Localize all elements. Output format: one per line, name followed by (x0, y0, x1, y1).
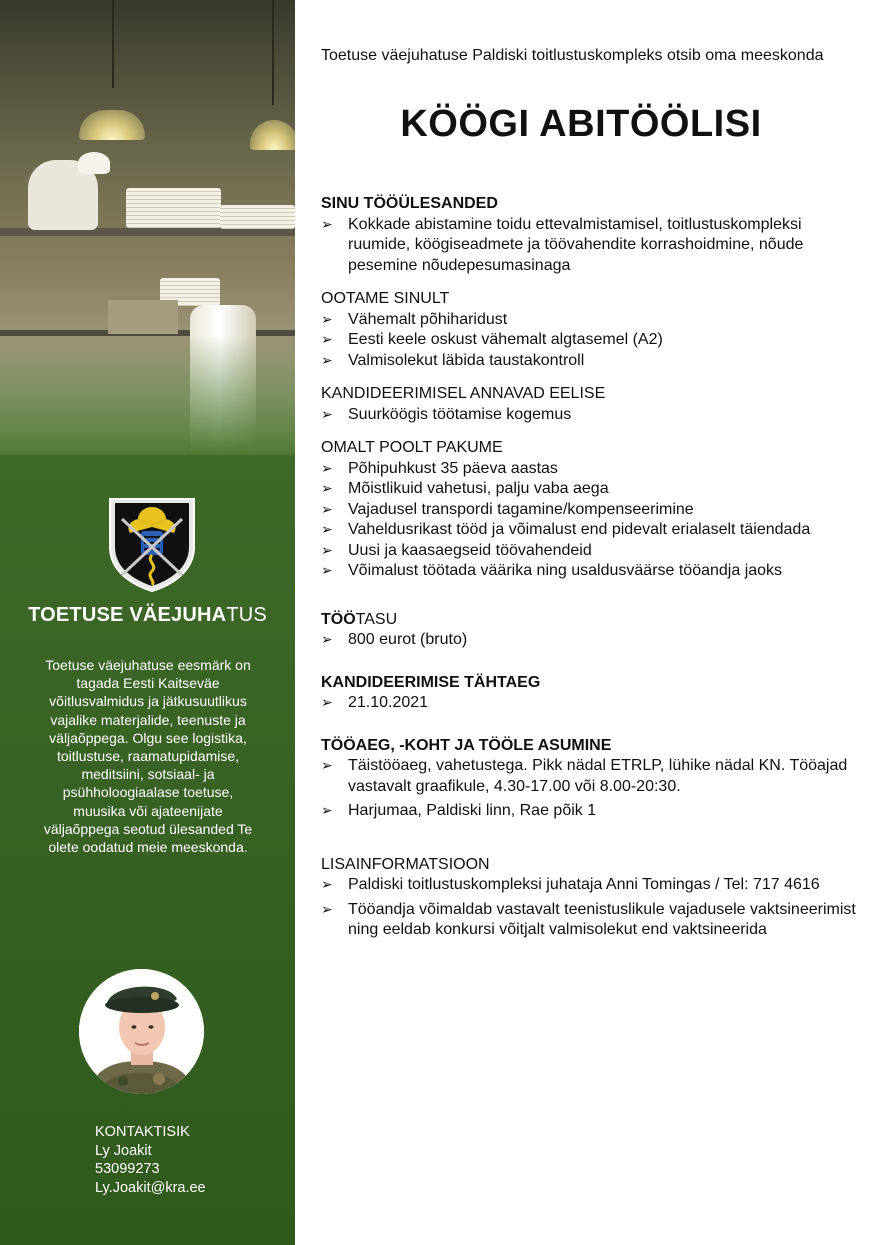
headline: Toetuse väejuhatuse Paldiski toitlustuskompleks otsib oma meeskonda (321, 47, 824, 64)
org-name: TOETUSE VÄEJUHATUS (28, 604, 267, 626)
list-item: ➢ Võimalust töötada väärika ning usaldusväärse tööandja jaoks (321, 561, 861, 582)
section-heading-salary: TÖÖTASU (321, 610, 398, 628)
deadline-list (321, 693, 861, 714)
contact-email[interactable]: Ly.Joakit@kra.ee (95, 1179, 206, 1196)
advantage-list (321, 405, 861, 426)
section-heading-advantage: KANDIDEERIMISEL ANNAVAD EELISE (321, 385, 606, 402)
list-item: ➢ Tööandja võimaldab vastavalt teenistuslikule vajadusele vaktsineerimist ning eeldab konkursi võitjalt valmisolekut end vaktsineerida (321, 900, 861, 941)
list-item: ➢ Mõistlikuid vahetusi, palju vaba aega (321, 479, 861, 500)
contact-block (95, 1123, 206, 1197)
section-heading-expect: OOTAME SINULT (321, 290, 450, 307)
list-item: ➢ Täistööaeg, vahetustega. Pikk nädal ETRLP, lühike nädal KN. Tööajad vastavalt graafikule, 4.30-17.00 või 8.00-20:30. (321, 756, 861, 797)
section-heading-info: LISAINFORMATSIOON (321, 855, 490, 873)
contact-heading: KONTAKTISIK (95, 1124, 190, 1140)
list-item: ➢ 800 eurot (bruto) (321, 630, 861, 651)
toetuse-vaejuhatus-emblem-icon (108, 497, 196, 593)
list-item: ➢ Paldiski toitlustuskompleksi juhataja Anni Tomingas / Tel: 717 4616 (321, 875, 861, 896)
kitchen-photo (0, 0, 295, 455)
org-description: Toetuse väejuhatuse eesmärk on tagada Eesti Kaitseväe võitlusvalmidus ja jätkusuutlikus vajalike materjalide, teenuste ja väljaõppega. Olgu see logistika, toitlustuse, raamatupidamise, meditsiini, sotsiaal- ja psühholoogiaalase toetuse, muusika või ajateenijate väljaõppega seotud ülesanded Te olete oodatud meie meeskonda. (43, 657, 253, 856)
list-item: ➢ 21.10.2021 (321, 693, 861, 714)
section-heading-duties: SINU TÖÖÜLESANDED (321, 195, 498, 212)
list-item: ➢ Vajadusel transpordi tagamine/kompenseerimine (321, 500, 861, 521)
salary-list (321, 630, 861, 651)
section-heading-deadline: KANDIDEERIMISE TÄHTAEG (321, 673, 541, 691)
job-title: KÖÖGI ABITÖÖLISI (400, 103, 762, 145)
list-item: ➢ Uusi ja kaasaegseid töövahendeid (321, 541, 861, 562)
contact-avatar (79, 969, 204, 1094)
contact-name: Ly Joakit (95, 1142, 152, 1159)
time-place-list (321, 756, 861, 822)
list-item: ➢ Suurköögis töötamise kogemus (321, 405, 861, 426)
list-item: ➢ Vaheldusrikast tööd ja võimalust end pidevalt erialaselt täiendada (321, 520, 861, 541)
duties-list (321, 215, 861, 277)
list-item: ➢ Põhipuhkust 35 päeva aastas (321, 459, 861, 480)
section-heading-time-place: TÖÖAEG, -KOHT JA TÖÖLE ASUMINE (321, 736, 612, 754)
list-item: ➢ Vähemalt põhiharidust (321, 310, 861, 331)
list-item: ➢ Kokkade abistamine toidu ettevalmistamisel, toitlustuskompleksi ruumide, köögiseadmete ja töövahendite korrashoidmine, nõude pesemine nõudepesumasinaga (321, 215, 861, 277)
section-heading-offer: OMALT POOLT PAKUME (321, 439, 503, 456)
list-item: ➢ Harjumaa, Paldiski linn, Rae põik 1 (321, 801, 861, 822)
offer-list (321, 459, 861, 582)
job-details (321, 194, 861, 941)
contact-phone[interactable]: 53099273 (95, 1161, 160, 1178)
expect-list (321, 310, 861, 372)
list-item: ➢ Valmisolekut läbida taustakontroll (321, 351, 861, 372)
list-item: ➢ Eesti keele oskust vähemalt algtasemel (A2) (321, 330, 861, 351)
info-list (321, 875, 861, 941)
sidebar (0, 0, 295, 1245)
